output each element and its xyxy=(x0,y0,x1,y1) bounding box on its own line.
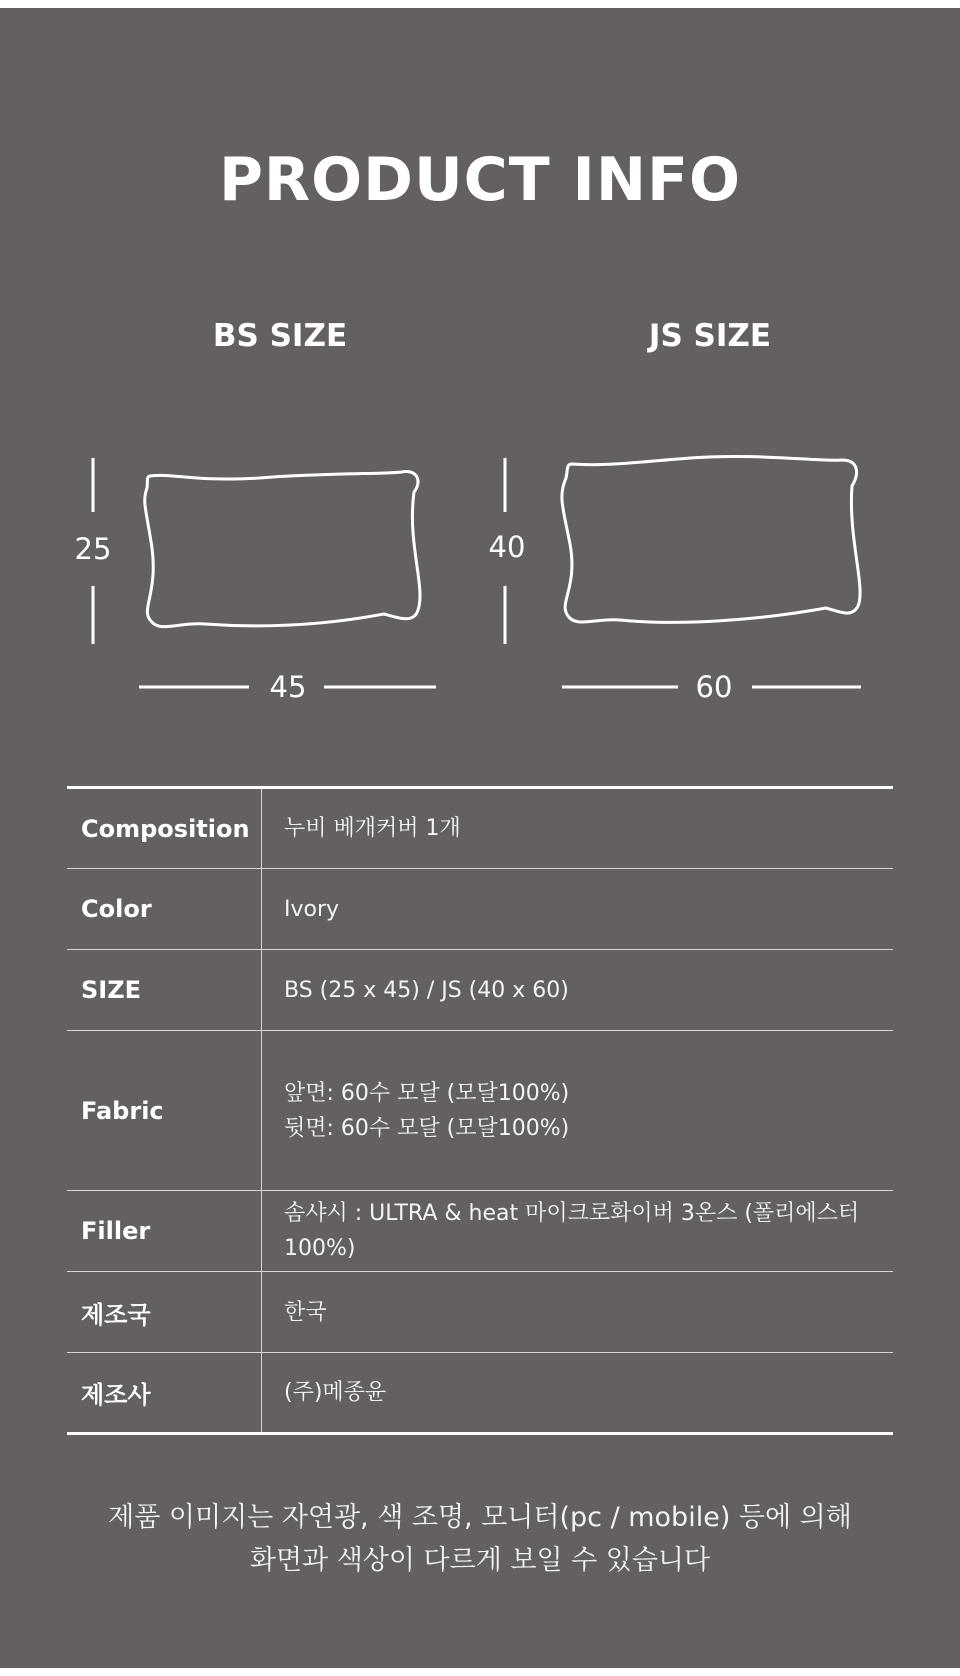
table-row-value xyxy=(262,1272,894,1353)
table-row xyxy=(67,1353,893,1434)
table-row xyxy=(67,1272,893,1353)
product-info-panel xyxy=(0,8,960,1668)
value-line: 뒷면: 60수 모달 (모달100%) xyxy=(284,1115,570,1141)
color-disclaimer xyxy=(0,1496,960,1582)
table-row-key: 제조사 xyxy=(67,1353,262,1434)
js-pillow-icon xyxy=(562,456,860,622)
table-row xyxy=(67,869,893,950)
table-row-key: Filler xyxy=(67,1191,262,1272)
table-row-value xyxy=(262,950,894,1031)
bs-size-label: BS SIZE xyxy=(212,318,348,354)
bs-size-diagram xyxy=(75,458,436,704)
table-row-value xyxy=(262,1031,894,1191)
table-row-value xyxy=(262,1191,894,1272)
js-width-value: 60 xyxy=(695,670,733,704)
table-row xyxy=(67,788,893,869)
js-size-diagram xyxy=(489,456,861,704)
table-row-value xyxy=(262,1353,894,1434)
table-row-key: Fabric xyxy=(67,1031,262,1191)
table-row-value xyxy=(262,869,894,950)
product-info-table xyxy=(67,786,893,1435)
table-row xyxy=(67,950,893,1031)
bs-height-value: 25 xyxy=(74,532,112,566)
value-line: 솜샤시 : ULTRA & heat 마이크로화이버 3온스 (폴리에스터 100%) xyxy=(284,1201,860,1261)
table-row-value xyxy=(262,788,894,869)
table-row-key: 제조국 xyxy=(67,1272,262,1353)
page-title: PRODUCT INFO xyxy=(218,145,742,215)
value-line: 앞면: 60수 모달 (모달100%) xyxy=(284,1080,570,1106)
value-line: Ivory xyxy=(284,896,340,922)
table-row-key: SIZE xyxy=(67,950,262,1031)
table-row-key: Color xyxy=(67,869,262,950)
bs-pillow-icon xyxy=(145,472,420,627)
table-row xyxy=(67,1031,893,1191)
bs-width-value: 45 xyxy=(269,670,307,704)
js-height-value: 40 xyxy=(488,530,526,564)
js-size-label: JS SIZE xyxy=(648,318,772,354)
value-line: 한국 xyxy=(284,1299,327,1325)
table-row-key: Composition xyxy=(67,788,262,869)
value-line: 누비 베개커버 1개 xyxy=(284,816,461,841)
size-diagram xyxy=(0,448,960,718)
value-line: BS (25 x 45) / JS (40 x 60) xyxy=(284,977,569,1003)
disclaimer-line-1: 제품 이미지는 자연광, 색 조명, 모니터(pc / mobile) 등에 의해 xyxy=(108,1502,852,1533)
table-row xyxy=(67,1191,893,1272)
disclaimer-line-2: 화면과 색상이 다르게 보일 수 있습니다 xyxy=(249,1545,711,1576)
value-line: (주)메종윤 xyxy=(284,1380,387,1405)
